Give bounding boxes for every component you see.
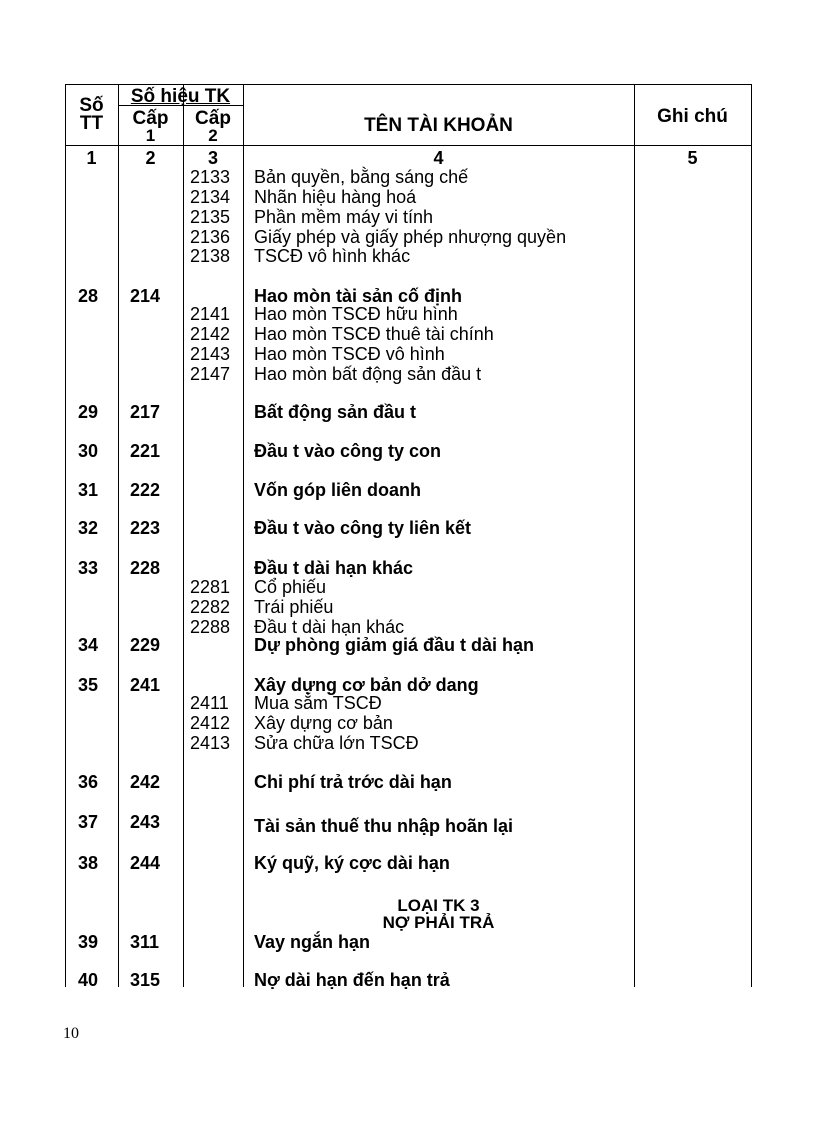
page-number: 10 [63,1025,79,1042]
row-account-code: 217 [130,402,161,422]
sub-account-name: Trái phiếu [254,597,334,617]
row-stt: 37 [78,812,99,832]
row-stt: 30 [78,441,99,461]
sub-account-name: Hao mòn TSCĐ thuê tài chính [254,324,494,344]
sub-account-code: 2413 [190,733,231,753]
row-account-name: Chi phí trả trớc dài hạn [254,772,452,792]
column-divider [183,84,184,987]
row-stt: 29 [78,402,99,422]
row-stt: 34 [78,635,99,655]
sub-account-name: Phần mềm máy vi tính [254,207,434,227]
row-stt: 36 [78,772,99,792]
row-account-code: 214 [130,286,161,306]
column-divider [243,84,244,987]
row-account-code: 315 [130,970,161,990]
row-account-code: 241 [130,675,161,695]
sub-account-code: 2282 [190,597,231,617]
row-account-name: Vốn góp liên doanh [254,480,421,500]
sub-account-code: 2288 [190,617,231,637]
sub-account-code: 2147 [190,364,231,384]
sub-account-code: 2411 [190,693,229,713]
row-account-name: Bất động sản đầu t [254,402,416,422]
row-account-code: 244 [130,853,161,873]
sub-account-code: 2135 [190,207,231,227]
row-stt: 38 [78,853,99,873]
sub-account-code: 2133 [190,167,231,187]
row-account-code: 228 [130,558,161,578]
sub-account-code: 2143 [190,344,231,364]
sub-account-code: 2281 [190,577,231,597]
column-divider [118,84,119,987]
sub-account-name: Đầu t dài hạn khác [254,617,405,637]
column-number: 3 [207,148,218,168]
row-account-name: Ký quỹ, ký cợc dài hạn [254,853,450,873]
table-border-right [751,84,752,987]
sub-account-name: Xây dựng cơ bản [254,713,393,733]
sub-account-name: Bản quyền, bằng sáng chế [254,167,469,187]
column-number: 1 [86,148,97,168]
header-bottom-rule [65,145,752,146]
sub-account-name: Sửa chữa lớn TSCĐ [254,733,419,753]
section-heading-1: LOẠI TK 3 [397,896,480,915]
sub-account-code: 2142 [190,324,231,344]
header-ghi-chu: Ghi chú [657,106,728,127]
row-account-name: Dự phòng giảm giá đầu t dài hạn [254,635,535,655]
sub-account-name: Hao mòn TSCĐ vô hình [254,344,445,364]
row-account-name: Hao mòn tài sản cố định [254,286,463,306]
column-number: 2 [145,148,156,168]
row-account-code: 222 [130,480,161,500]
sub-account-name: Nhãn hiệu hàng hoá [254,187,417,207]
header-so-tt-2: TT [79,113,104,134]
header-cap2-label: Cấp [195,108,231,129]
header-cap2-number: 2 [208,126,218,145]
row-account-name: Đầu t vào công ty con [254,441,442,461]
table-border-left [65,84,66,987]
row-stt: 39 [78,932,99,952]
sub-account-name: TSCĐ vô hình khác [254,246,411,266]
row-stt: 28 [78,286,99,306]
table-border-top [65,84,752,85]
row-stt: 35 [78,675,99,695]
header-so-hieu-tk: Số hiệu TK [130,86,231,107]
header-ten-tai-khoan: TÊN TÀI KHOẢN [364,115,513,136]
sub-account-name: Cổ phiếu [254,577,327,597]
column-number: 5 [687,148,698,168]
row-account-code: 242 [130,772,161,792]
sub-account-code: 2136 [190,227,231,247]
row-stt: 33 [78,558,99,578]
header-cap1-number: 1 [145,126,156,145]
row-account-code: 311 [130,932,160,952]
row-account-code: 229 [130,635,161,655]
sub-account-code: 2412 [190,713,231,733]
row-stt: 31 [78,480,99,500]
header-so-tt-1: Số [79,95,104,116]
sub-account-name: Mua sắm TSCĐ [254,693,382,713]
column-number: 4 [433,148,444,168]
row-account-name: Đầu t vào công ty liên kết [254,518,472,538]
row-account-name: Nợ dài hạn đến hạn trả [254,970,450,990]
section-heading-2: NỢ PHẢI TRẢ [382,913,495,932]
row-account-name: Vay ngắn hạn [254,932,371,952]
row-account-code: 223 [130,518,161,538]
row-account-code: 243 [130,812,161,832]
sub-account-code: 2141 [190,304,231,324]
row-stt: 32 [78,518,99,538]
sub-account-name: Giấy phép và giấy phép nhượng quyền [254,227,567,247]
sub-account-name: Hao mòn TSCĐ hữu hình [254,304,458,324]
sub-account-code: 2134 [190,187,231,207]
row-account-name: Đầu t dài hạn khác [254,558,414,578]
sub-account-name: Hao mòn bất động sản đầu t [254,364,482,384]
sub-account-code: 2138 [190,246,231,266]
header-cap1-label: Cấp [132,108,169,129]
row-account-name: Xây dựng cơ bản dở dang [254,675,479,695]
row-account-name: Tài sản thuế thu nhập hoãn lại [254,816,514,836]
row-account-code: 221 [130,441,161,461]
row-stt: 40 [78,970,99,990]
column-divider [634,84,635,987]
